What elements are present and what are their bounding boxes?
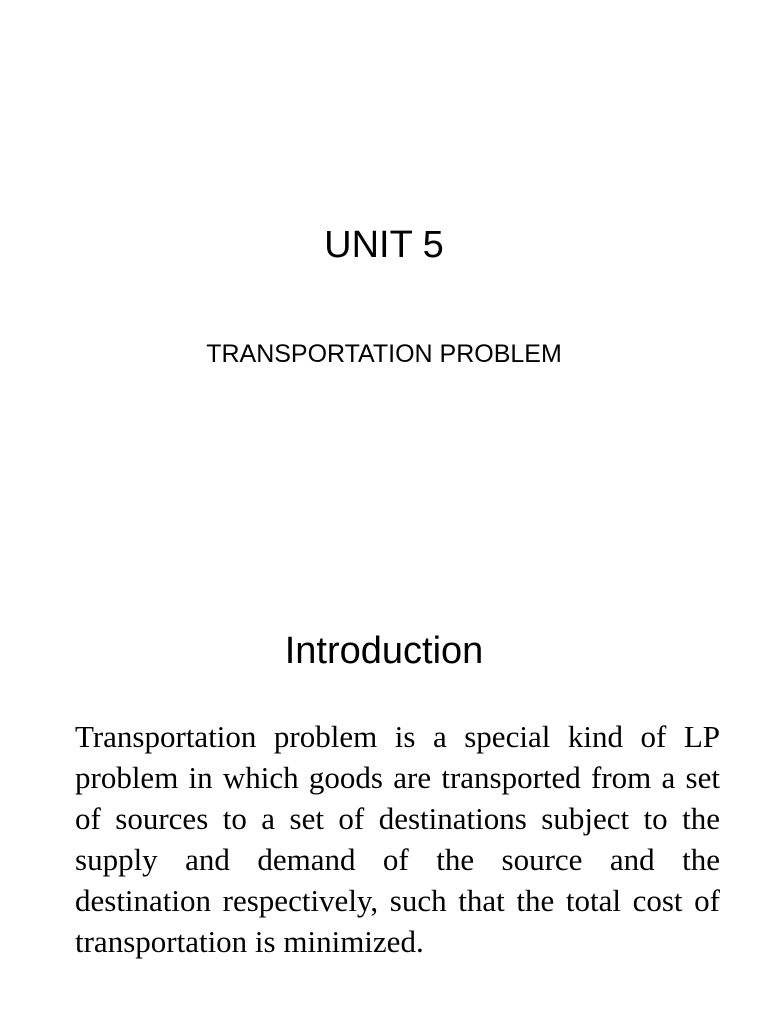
unit-title: UNIT 5	[324, 224, 444, 266]
introduction-slide	[0, 512, 768, 1024]
introduction-paragraph: Transportation problem is a special kind of LP problem in which goods are transported from a set of sources to a set of destinations subject to the supply and demand of the source and the destination respectively, such that the total cost of transportation is minimized.	[75, 719, 720, 959]
unit-subtitle: TRANSPORTATION PROBLEM	[206, 340, 562, 368]
introduction-heading: Introduction	[284, 630, 484, 672]
